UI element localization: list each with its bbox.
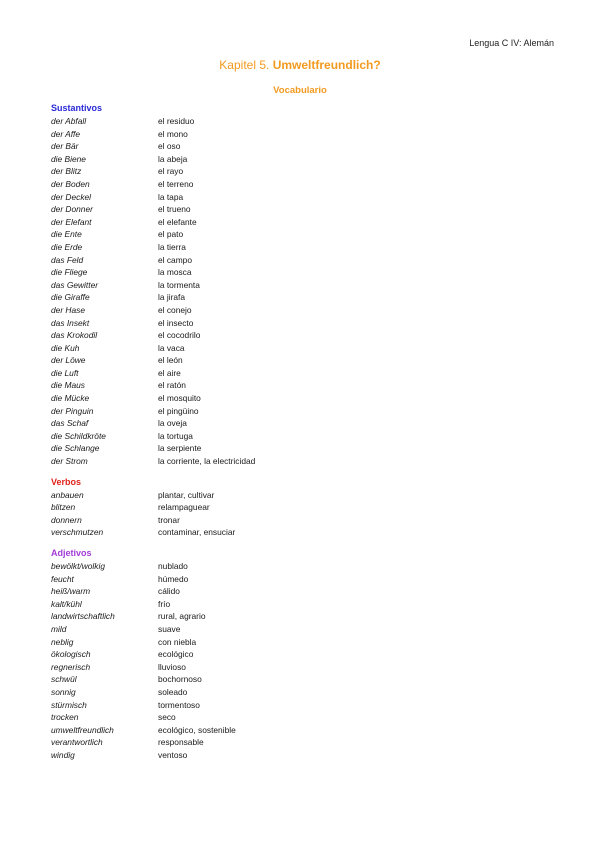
vocab-row	[51, 178, 551, 191]
spanish-translation: el oso	[158, 141, 181, 152]
spanish-translation: el insecto	[158, 317, 194, 328]
spanish-translation: la oveja	[158, 418, 187, 429]
german-term: die Erde	[51, 241, 83, 252]
german-term: kalt/kühl	[51, 598, 82, 609]
german-term: feucht	[51, 573, 74, 584]
vocab-row	[51, 598, 551, 611]
german-term: der Elefant	[51, 216, 92, 227]
vocab-row	[51, 203, 551, 216]
spanish-translation: cálido	[158, 586, 180, 597]
german-term: die Schildkröte	[51, 430, 106, 441]
vocab-row	[51, 241, 551, 254]
vocab-row	[51, 736, 551, 749]
spanish-translation: la tormenta	[158, 279, 200, 290]
spanish-translation: la tapa	[158, 191, 184, 202]
german-term: das Krokodil	[51, 330, 98, 341]
spanish-translation: tronar	[158, 514, 180, 525]
vocabulary-content	[51, 102, 551, 770]
spanish-translation: relampaguear	[158, 502, 210, 513]
spanish-translation: el aire	[158, 367, 181, 378]
vocab-row	[51, 342, 551, 355]
german-term: die Luft	[51, 367, 79, 378]
vocab-row	[51, 279, 551, 292]
german-term: der Boden	[51, 178, 90, 189]
spanish-translation: ventoso	[158, 749, 188, 760]
spanish-translation: el rayo	[158, 166, 184, 177]
spanish-translation: frío	[158, 598, 171, 609]
vocab-list	[51, 560, 551, 762]
vocab-row	[51, 329, 551, 342]
vocab-row	[51, 711, 551, 724]
german-term: sonnig	[51, 686, 76, 697]
vocab-row	[51, 128, 551, 141]
german-term: windig	[51, 749, 75, 760]
spanish-translation: tormentoso	[158, 699, 200, 710]
german-term: donnern	[51, 514, 82, 525]
chapter-title	[0, 58, 600, 72]
vocab-row	[51, 140, 551, 153]
spanish-translation: el conejo	[158, 304, 192, 315]
spanish-translation: el ratón	[158, 380, 186, 391]
german-term: regnerisch	[51, 661, 91, 672]
german-term: der Donner	[51, 204, 93, 215]
german-term: die Kuh	[51, 342, 80, 353]
vocab-row	[51, 266, 551, 279]
vocab-row	[51, 304, 551, 317]
vocab-row	[51, 648, 551, 661]
vocab-row	[51, 115, 551, 128]
vocab-row	[51, 405, 551, 418]
vocab-row	[51, 442, 551, 455]
vocab-row	[51, 724, 551, 737]
german-term: heiß/warm	[51, 586, 91, 597]
vocab-row	[51, 489, 551, 502]
spanish-translation: responsable	[158, 737, 204, 748]
german-term: der Hase	[51, 304, 85, 315]
spanish-translation: el campo	[158, 254, 192, 265]
vocab-row	[51, 392, 551, 405]
vocab-list	[51, 489, 551, 539]
vocab-row	[51, 749, 551, 762]
german-term: verschmutzen	[51, 527, 104, 538]
german-term: die Mücke	[51, 393, 90, 404]
german-term: das Schaf	[51, 418, 89, 429]
german-term: mild	[51, 623, 67, 634]
german-term: das Gewitter	[51, 279, 99, 290]
vocab-row	[51, 354, 551, 367]
spanish-translation: el león	[158, 355, 183, 366]
vocab-row	[51, 153, 551, 166]
spanish-translation: ecológico, sostenible	[158, 724, 236, 735]
section-adjetivos	[51, 547, 551, 762]
spanish-translation: la abeja	[158, 153, 188, 164]
spanish-translation: plantar, cultivar	[158, 489, 215, 500]
spanish-translation: con niebla	[158, 636, 197, 647]
german-term: die Fliege	[51, 267, 88, 278]
spanish-translation: el trueno	[158, 204, 191, 215]
german-term: neblig	[51, 636, 74, 647]
spanish-translation: el cocodrilo	[158, 330, 201, 341]
german-term: das Insekt	[51, 317, 90, 328]
german-term: schwül	[51, 674, 77, 685]
spanish-translation: bochornoso	[158, 674, 202, 685]
vocab-row	[51, 379, 551, 392]
german-term: die Maus	[51, 380, 85, 391]
vocab-row	[51, 367, 551, 380]
vocab-row	[51, 254, 551, 267]
vocab-row	[51, 430, 551, 443]
german-term: der Deckel	[51, 191, 92, 202]
spanish-translation: la vaca	[158, 342, 185, 353]
section-title-adjetivos: Adjetivos	[51, 548, 92, 558]
german-term: der Strom	[51, 456, 88, 467]
spanish-translation: contaminar, ensuciar	[158, 527, 236, 538]
spanish-translation: el mono	[158, 128, 188, 139]
german-term: der Bär	[51, 141, 79, 152]
german-term: der Pinguin	[51, 405, 94, 416]
vocab-row	[51, 165, 551, 178]
vocab-row	[51, 560, 551, 573]
german-term: der Abfall	[51, 116, 87, 126]
vocab-row	[51, 228, 551, 241]
vocabulary-heading: Vocabulario	[273, 85, 327, 96]
vocab-row	[51, 610, 551, 623]
vocab-row	[51, 699, 551, 712]
vocab-list	[51, 115, 551, 468]
german-term: die Schlange	[51, 443, 100, 454]
vocab-row	[51, 526, 551, 539]
german-term: landwirtschaftlich	[51, 611, 115, 622]
spanish-translation: soleado	[158, 686, 188, 697]
german-term: umweltfreundlich	[51, 724, 114, 735]
german-term: das Feld	[51, 254, 84, 265]
german-term: trocken	[51, 712, 79, 723]
german-term: die Ente	[51, 229, 82, 240]
vocab-row	[51, 573, 551, 586]
german-term: stürmisch	[51, 699, 87, 710]
section-sustantivos	[51, 102, 551, 468]
german-term: der Affe	[51, 128, 81, 139]
german-term: der Löwe	[51, 355, 86, 366]
vocab-row	[51, 417, 551, 430]
vocab-row	[51, 317, 551, 330]
spanish-translation: la tortuga	[158, 430, 193, 441]
spanish-translation: seco	[158, 712, 176, 723]
spanish-translation: rural, agrario	[158, 611, 206, 622]
vocab-row	[51, 673, 551, 686]
spanish-translation: suave	[158, 623, 181, 634]
german-term: anbauen	[51, 489, 84, 500]
spanish-translation: el mosquito	[158, 393, 201, 404]
vocab-row	[51, 686, 551, 699]
german-term: verantwortlich	[51, 737, 103, 748]
german-term: die Giraffe	[51, 292, 90, 303]
section-title-verbos: Verbos	[51, 476, 82, 487]
spanish-translation: la jirafa	[158, 292, 185, 303]
german-term: ökologisch	[51, 649, 91, 660]
spanish-translation: la corriente, la electricidad	[158, 456, 256, 467]
spanish-translation: el elefante	[158, 216, 197, 227]
spanish-translation: la serpiente	[158, 443, 202, 454]
spanish-translation: la mosca	[158, 267, 192, 278]
spanish-translation: el residuo	[158, 116, 195, 126]
vocab-row	[51, 216, 551, 229]
vocab-row	[51, 514, 551, 527]
german-term: blitzen	[51, 502, 76, 513]
chapter-number: Kapitel 5.	[219, 58, 270, 72]
spanish-translation: el pingüino	[158, 405, 199, 416]
spanish-translation: lluvioso	[158, 661, 186, 672]
spanish-translation: húmedo	[158, 573, 189, 584]
spanish-translation: el terreno	[158, 178, 194, 189]
spanish-translation: la tierra	[158, 241, 186, 252]
german-term: die Biene	[51, 153, 86, 164]
section-title-sustantivos: Sustantivos	[51, 103, 103, 113]
spanish-translation: ecológico	[158, 649, 194, 660]
spanish-translation: nublado	[158, 561, 188, 571]
vocab-row	[51, 585, 551, 598]
chapter-name: Umweltfreundlich?	[272, 58, 381, 72]
spanish-translation: el pato	[158, 229, 184, 240]
section-verbos	[51, 476, 551, 539]
vocab-row	[51, 291, 551, 304]
vocab-row	[51, 623, 551, 636]
vocab-row	[51, 661, 551, 674]
vocab-row	[51, 501, 551, 514]
german-term: bewölkt/wolkig	[51, 561, 105, 571]
german-term: der Blitz	[51, 166, 82, 177]
vocab-row	[51, 191, 551, 204]
vocab-row	[51, 636, 551, 649]
vocab-row	[51, 455, 551, 468]
course-header: Lengua C IV: Alemán	[469, 38, 554, 48]
